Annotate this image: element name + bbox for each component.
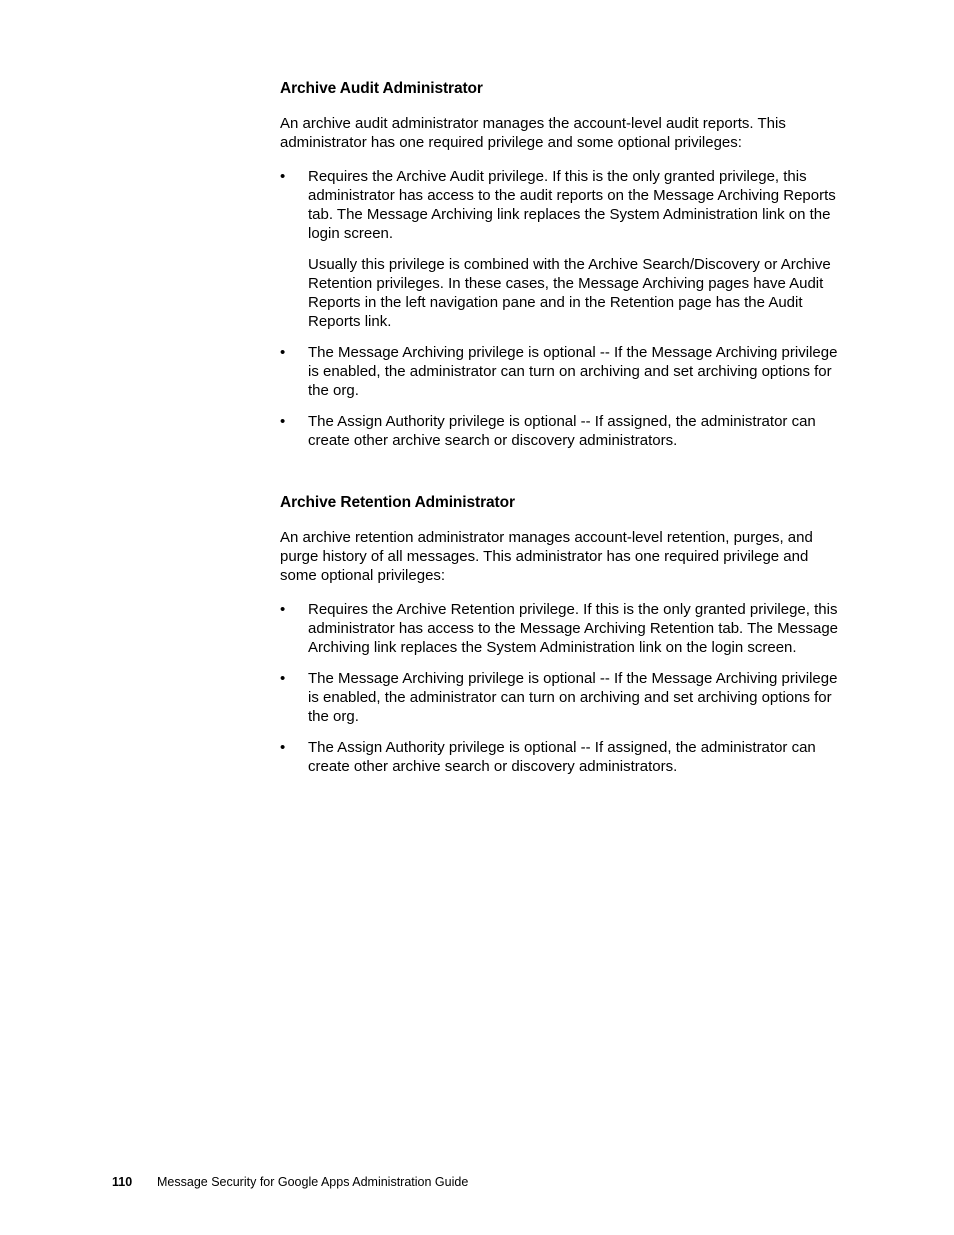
- list-item-text: Requires the Archive Retention privilege. If this is the only granted privilege, this administrator has access to the Message Archiving Retention tab. The Message Archiving link replaces the System Administration link on the login screen.: [308, 601, 839, 656]
- list-item-continuation: Usually this privilege is combined with the Archive Search/Discovery or Archive Retention privileges. In these cases, the Message Archiving pages have Audit Reports in the left navigation pane and in the Retention page has the Audit Reports link.: [308, 256, 831, 330]
- list-item-text: Requires the Archive Audit privilege. If this is the only granted privilege, this administrator has access to the audit reports on the Message Archiving Reports tab. The Message Archiving link replaces the System Administration link on the login screen.: [308, 168, 836, 242]
- bullet-glyph: •: [280, 670, 286, 687]
- list-item-text: The Message Archiving privilege is optional -- If the Message Archiving privilege is enabled, the administrator can turn on archiving and set archiving options for the org.: [308, 670, 838, 725]
- bullet-glyph: •: [280, 739, 286, 756]
- section-heading-archive-audit-administrator: Archive Audit Administrator: [280, 80, 483, 97]
- bullet-glyph: •: [280, 168, 286, 185]
- list-item: [280, 738, 842, 776]
- list-item: [280, 167, 842, 331]
- list-item: [280, 343, 842, 400]
- bullet-glyph: •: [280, 344, 286, 361]
- bullet-list: [280, 600, 842, 776]
- document-body: [280, 78, 842, 788]
- section-intro: An archive audit administrator manages the account-level audit reports. This administrator has one required privilege and some optional privileges:: [280, 115, 786, 151]
- list-item-text: The Assign Authority privilege is optional -- If assigned, the administrator can create other archive search or discovery administrators.: [308, 739, 816, 775]
- bullet-glyph: •: [280, 601, 286, 618]
- list-item-text: The Message Archiving privilege is optional -- If the Message Archiving privilege is enabled, the administrator can turn on archiving and set archiving options for the org.: [308, 344, 838, 399]
- page-footer: [112, 1174, 468, 1190]
- section-heading-archive-retention-administrator: Archive Retention Administrator: [280, 494, 515, 511]
- bullet-glyph: •: [280, 413, 286, 430]
- list-item-text: The Assign Authority privilege is optional -- If assigned, the administrator can create other archive search or discovery administrators.: [308, 413, 816, 449]
- footer-title: Message Security for Google Apps Administration Guide: [157, 1175, 469, 1189]
- bullet-list: [280, 167, 842, 450]
- section-intro: An archive retention administrator manages account-level retention, purges, and purge history of all messages. This administrator has one required privilege and some optional privileges:: [280, 529, 813, 584]
- list-item: [280, 600, 842, 657]
- page-number: 110: [112, 1175, 133, 1189]
- list-item: [280, 669, 842, 726]
- list-item: [280, 412, 842, 450]
